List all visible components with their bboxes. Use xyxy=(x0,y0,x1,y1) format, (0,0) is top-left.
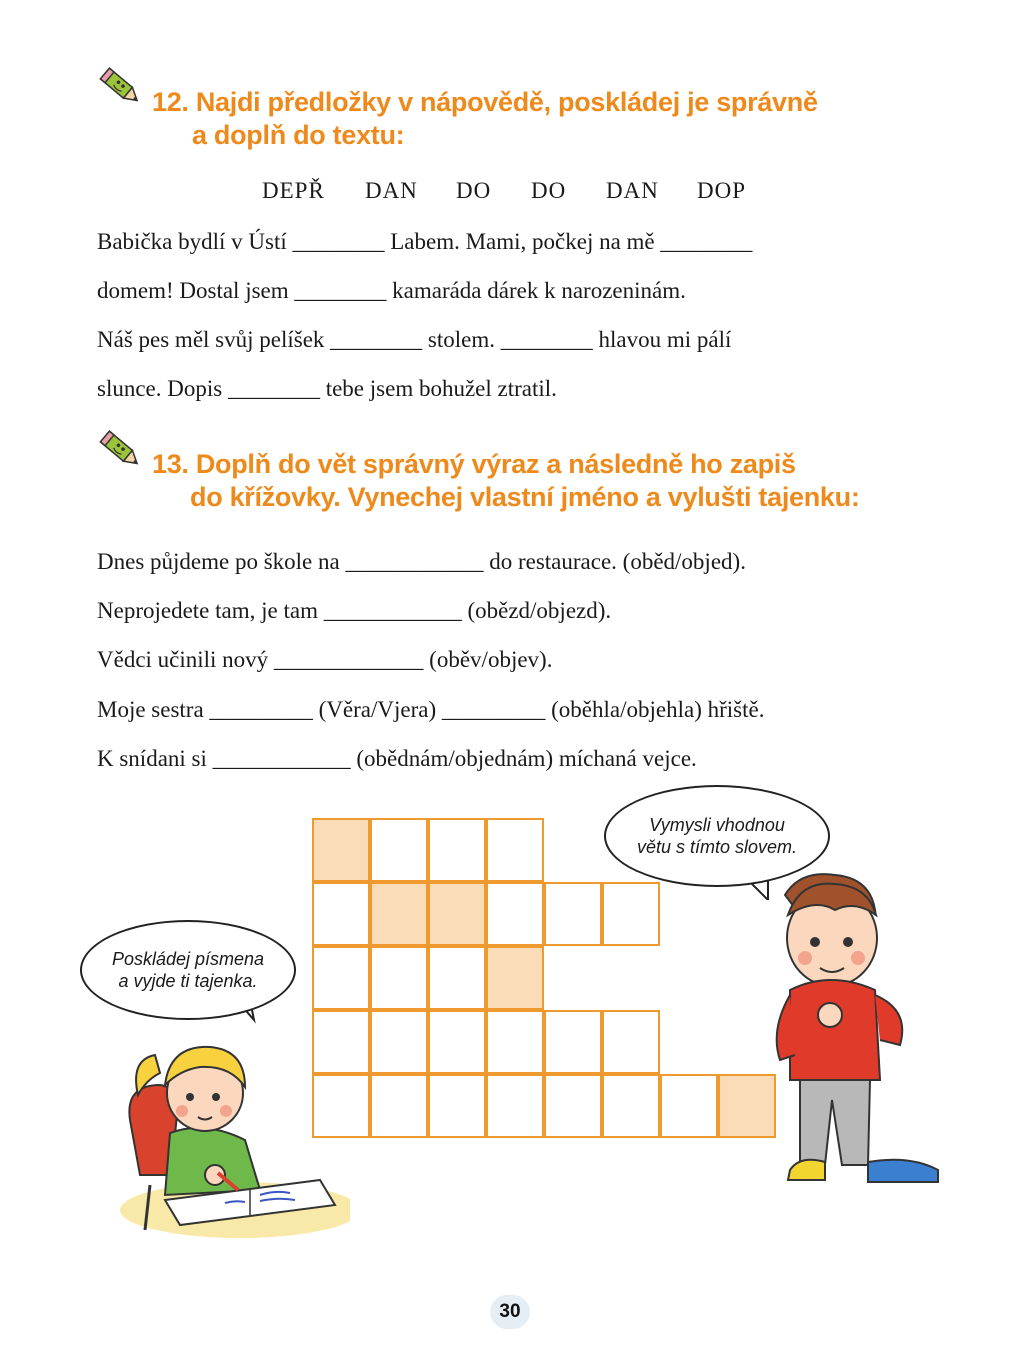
crossword-cell[interactable] xyxy=(486,818,544,882)
crossword-cell[interactable] xyxy=(428,818,486,882)
task13-text-line: Moje sestra _________ (Věra/Vjera) _________ (oběhla/objehla) hřiště. xyxy=(97,697,765,722)
crossword-cell[interactable] xyxy=(428,1010,486,1074)
crossword-cell[interactable] xyxy=(370,1074,428,1138)
girl-speech-bubble xyxy=(80,920,296,1020)
crossword-cell[interactable] xyxy=(370,818,428,882)
page-number: 30 xyxy=(490,1295,530,1329)
crossword-cell[interactable] xyxy=(660,1074,718,1138)
crossword-cell[interactable] xyxy=(544,882,602,946)
girl-bubble-line2: a vyjde ti tajenka. xyxy=(118,971,258,991)
pencil-icon xyxy=(96,62,146,112)
crossword-cell[interactable] xyxy=(370,1010,428,1074)
crossword-cell[interactable] xyxy=(486,882,544,946)
crossword-cell[interactable] xyxy=(428,946,486,1010)
task13-text-line: Vědci učinili nový _____________ (oběv/objev). xyxy=(97,647,553,672)
crossword-cell[interactable] xyxy=(486,1010,544,1074)
crossword-cell[interactable] xyxy=(602,1074,660,1138)
hint-word: DAN xyxy=(606,178,659,203)
hint-word: DAN xyxy=(365,178,418,203)
hint-word: DEPŘ xyxy=(262,178,325,203)
crossword-cell[interactable] xyxy=(312,882,370,946)
crossword-cell[interactable] xyxy=(370,946,428,1010)
task12-text-line: slunce. Dopis ________ tebe jsem bohužel ztratil. xyxy=(97,376,557,401)
task12-text-line: Náš pes měl svůj pelíšek ________ stolem. ________ hlavou mi pálí xyxy=(97,327,732,352)
boy-standing-illustration xyxy=(760,870,950,1190)
crossword-cell[interactable] xyxy=(486,1074,544,1138)
crossword-cell[interactable] xyxy=(544,1010,602,1074)
crossword-cell[interactable] xyxy=(428,1074,486,1138)
task13-number: 13. xyxy=(152,449,189,479)
task12-title-line2: a doplň do textu: xyxy=(192,120,405,150)
task12-number: 12. xyxy=(152,87,189,117)
boy-bubble-line2: větu s tímto slovem. xyxy=(636,837,798,857)
task12-title-line1: Najdi předložky v nápovědě, poskládej je správně xyxy=(195,87,818,117)
task12-text-line: domem! Dostal jsem ________ kamaráda dárek k narozeninám. xyxy=(97,278,686,303)
task12-text-line: Babička bydlí v Ústí ________ Labem. Mami, počkej na mě ________ xyxy=(97,229,753,254)
crossword-secret-cell[interactable] xyxy=(428,882,486,946)
hint-word: DO xyxy=(456,178,492,203)
task13-text-line: Dnes půjdeme po škole na ____________ do restaurace. (oběd/objed). xyxy=(97,549,746,574)
task13-text-line: Neprojedete tam, je tam ____________ (obězd/objezd). xyxy=(97,598,612,623)
crossword-cell[interactable] xyxy=(544,1074,602,1138)
crossword-secret-cell[interactable] xyxy=(370,882,428,946)
crossword-secret-cell[interactable] xyxy=(312,818,370,882)
task13-title-line2: do křížovky. Vynechej vlastní jméno a vylušti tajenku: xyxy=(190,482,860,512)
girl-bubble-line1: Poskládej písmena xyxy=(111,949,265,969)
task12-title xyxy=(152,86,818,152)
task13-text-line: K snídani si ____________ (obědnám/objednám) míchaná vejce. xyxy=(97,746,697,771)
hint-word: DOP xyxy=(697,178,747,203)
crossword-cell[interactable] xyxy=(312,946,370,1010)
pencil-icon xyxy=(96,425,146,475)
task13-title xyxy=(152,448,860,514)
girl-writing-illustration xyxy=(110,1025,350,1240)
crossword-secret-cell[interactable] xyxy=(486,946,544,1010)
task13-title-line1: Doplň do vět správný výraz a následně ho zapiš xyxy=(195,449,796,479)
boy-bubble-line1: Vymysli vhodnou xyxy=(649,815,785,835)
crossword-cell[interactable] xyxy=(602,1010,660,1074)
hint-word: DO xyxy=(531,178,567,203)
